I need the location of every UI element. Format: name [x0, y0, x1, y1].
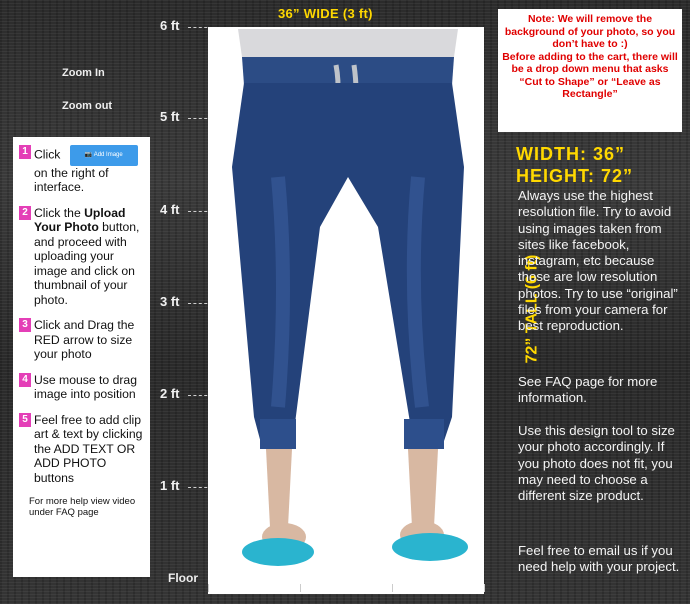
step-3 — [19, 318, 145, 362]
zoom-out-button[interactable]: Zoom out — [62, 100, 113, 112]
ruler-label-3ft: 3 ft — [160, 294, 180, 309]
ruler-label-1ft: 1 ft — [160, 478, 180, 493]
ruler-label-2ft: 2 ft — [160, 386, 180, 401]
zoom-in-button[interactable]: Zoom In — [62, 67, 105, 79]
floor-tick — [392, 584, 393, 592]
step-number: 2 — [19, 206, 31, 220]
note-line-2: Before adding to the cart, there will be a drop down menu that asks “Cut to Shape” or “Leave as Rectangle” — [502, 50, 678, 100]
jeans-photo[interactable] — [208, 27, 484, 594]
step-number: 5 — [19, 413, 31, 427]
step-text: Click and Drag the RED arrow to size your photo — [34, 318, 135, 361]
floor-tick — [484, 584, 485, 592]
note-box — [498, 9, 682, 132]
ruler-label-4ft: 4 ft — [160, 202, 180, 217]
ruler-label-6ft: 6 ft — [160, 18, 180, 33]
floor-label: Floor — [168, 571, 198, 585]
step-number: 4 — [19, 373, 31, 387]
step-1 — [19, 145, 145, 195]
floor-tick — [300, 584, 301, 592]
step-text: on the right of interface. — [34, 165, 109, 194]
step-number: 3 — [19, 318, 31, 332]
note-line-1: Note: We will remove the background of your photo, so you don’t have to :) — [504, 13, 676, 50]
instructions-panel — [13, 137, 150, 577]
upload-photo-label: Upload Your Photo — [34, 205, 126, 234]
step-number: 1 — [19, 145, 31, 159]
help-text: For more help view video under FAQ page — [29, 496, 136, 518]
step-5 — [19, 413, 145, 486]
step-4 — [19, 373, 145, 402]
design-canvas[interactable] — [208, 27, 484, 594]
step-text: button, and proceed with uploading your image and click on thumbnail of your photo. — [34, 220, 140, 307]
step-text: Click — [34, 147, 61, 162]
info-paragraph-faq: See FAQ page for more information. — [518, 374, 658, 406]
step-text: Click the — [34, 205, 85, 220]
ruler-label-5ft: 5 ft — [160, 109, 180, 124]
canvas-height-title: 72” TALL (6 ft) — [523, 254, 541, 364]
step-text: Feel free to add clip art & text by clicking the ADD TEXT OR ADD PHOTO buttons — [34, 412, 143, 485]
step-2 — [19, 206, 145, 308]
step-text: Use mouse to drag image into position — [34, 372, 137, 401]
info-paragraph-email: Feel free to email us if you need help with your project. — [518, 543, 680, 575]
canvas-width-title: 36” WIDE (3 ft) — [278, 6, 373, 21]
floor-tick — [208, 584, 209, 592]
add-image-button[interactable]: 📷 Add Image — [70, 145, 138, 166]
info-paragraph-resolution: Always use the highest resolution file. Try to avoid using images taken from sites like facebook, instagram, etc because those are low resolution photos. Try to use “original” files from your camera for best reproduction. — [518, 188, 678, 334]
width-label: WIDTH: 36” — [516, 144, 625, 164]
height-label: HEIGHT: 72” — [516, 166, 634, 186]
info-paragraph-size: Use this design tool to size your photo accordingly. If you photo does not fit, you may need to choose a different size product. — [518, 423, 675, 504]
